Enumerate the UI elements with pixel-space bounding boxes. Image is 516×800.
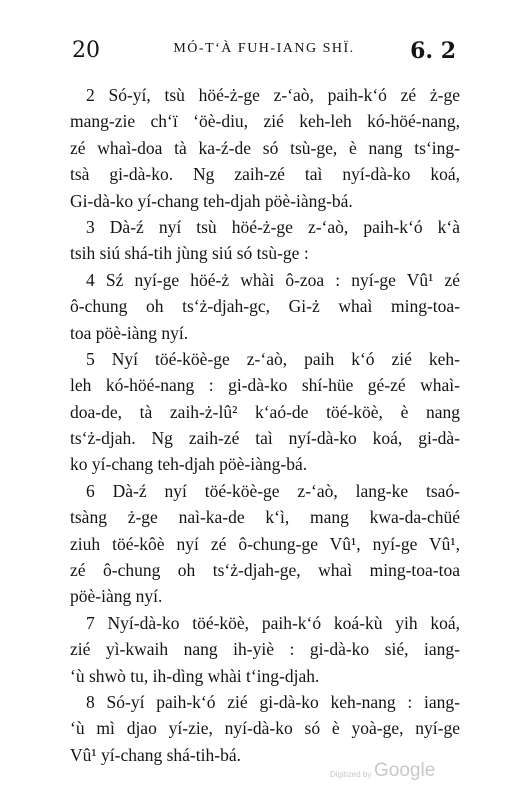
text-line: leh kó-höé-nang : gi-dà-ko shí-hüe gé-zé whaì- bbox=[70, 375, 460, 396]
text-line: ko yí-chang teh-djah pöè-iàng-bá. bbox=[70, 454, 308, 475]
text-line: 6 Dà-ź nyí töé-köè-ge z-‘aò, lang-ke tsaó- bbox=[86, 480, 460, 501]
text-line: Vû¹ yí-chang shá-tih-bá. bbox=[70, 744, 241, 765]
text-line: Gi-dà-ko yí-chang teh-djah pöè-iàng-bá. bbox=[70, 190, 353, 211]
text-line: 4 Sź nyí-ge höé-ż whài ô-zoa : nyí-ge Vû¹ zé bbox=[86, 269, 460, 290]
text-line: tsih siú shá-tih jùng siú só tsù-ge : bbox=[70, 243, 309, 264]
text-line: ziuh töé-kôè nyí zé ô-chung-ge Vû¹, nyí-ge Vû¹, bbox=[70, 533, 460, 554]
body-text bbox=[70, 82, 460, 768]
text-line: 7 Nyí-dà-ko töé-köè, paih-k‘ó koá-kù yih koá, bbox=[86, 612, 460, 633]
text-line: mang-zie ch‘ï ‘öè-diu, zié keh-leh kó-höé-nang, bbox=[70, 111, 460, 132]
running-title: MÓ-T‘À FUH-IANG SHÏ. bbox=[173, 41, 355, 56]
text-line: tsàng ż-ge naì-ka-de k‘ì, mang kwa-da-chüé bbox=[70, 507, 460, 528]
text-line: ‘ù mì djao yí-zie, nyí-dà-ko só è yoà-ge, nyí-ge bbox=[70, 718, 460, 739]
watermark-brand: Google bbox=[374, 760, 436, 781]
text-line: 3 Dà-ź nyí tsù höé-ż-ge z-‘aò, paih-k‘ó k‘à bbox=[86, 216, 460, 237]
page-number: 20 bbox=[72, 38, 100, 63]
text-line: 5 Nyí töé-köè-ge z-‘aò, paih k‘ó zié keh- bbox=[86, 348, 460, 369]
text-line: pöè-iàng nyí. bbox=[70, 586, 163, 607]
text-line: ts‘ż-djah. Ng zaih-zé taì nyí-dà-ko koá, gi-dà- bbox=[70, 428, 460, 449]
page-header bbox=[72, 38, 456, 66]
text-line: ‘ù shwò tu, ih-dìng whài t‘ing-djah. bbox=[70, 665, 320, 686]
text-line: ô-chung oh ts‘ż-djah-gc, Gi-ż whaì ming-toa- bbox=[70, 296, 460, 317]
text-line: tsà gi-dà-ko. Ng zaih-zé taì nyí-dà-ko koá, bbox=[70, 164, 460, 185]
watermark-prefix: Digitized by bbox=[330, 770, 372, 779]
text-line: doa-de, tà zaih-ż-lû² k‘aó-de töé-köè, è nang bbox=[70, 401, 460, 422]
text-line: zié yì-kwaih nang ih-yiè : gi-dà-ko sié, iang- bbox=[70, 639, 460, 660]
text-line: 2 Só-yí, tsù höé-ż-ge z-‘aò, paih-k‘ó zé ż-ge bbox=[86, 85, 460, 105]
google-watermark bbox=[330, 760, 440, 788]
text-line: toa pöè-iàng nyí. bbox=[70, 322, 189, 343]
text-line: zé ô-chung oh ts‘ż-djah-ge, whaì ming-toa-toa bbox=[70, 560, 460, 581]
text-line: 8 Só-yí paih-k‘ó zié gi-dà-ko keh-nang : iang- bbox=[86, 691, 460, 712]
text-line: zé whaì-doa tà ka-ź-de só tsù-ge, è nang ts‘ing- bbox=[70, 137, 460, 158]
section-number: 6. 2 bbox=[410, 38, 456, 64]
